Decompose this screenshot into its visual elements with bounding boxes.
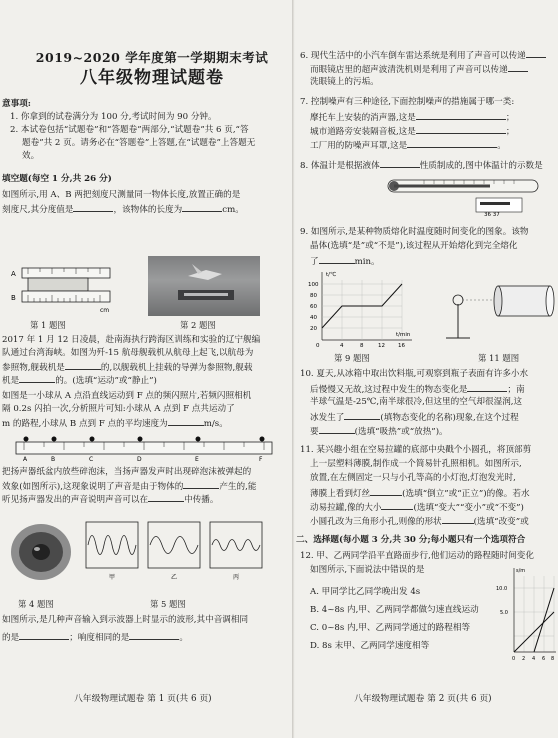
q3-line-2: 隔 0.2s 闪拍一次,分析照片可知:小球从 A 点到 F 点共运动了 (2, 404, 235, 414)
q9-ytick: 40 (310, 315, 317, 321)
ruler-a-label: A (11, 270, 16, 278)
q12-xtick: 0 (512, 656, 516, 662)
letter-f: F (259, 456, 263, 462)
q4-line-3: 听见扬声器发出的声音说明声音可以在 中传播。 (2, 492, 219, 507)
q12-graph (496, 562, 556, 662)
q9-line-1: 9. 如图所示,是某种物质熔化时温度随时间变化的图象。该物 (300, 227, 529, 237)
q12-line-2: 如图所示,下面说法中错误的是 (310, 565, 425, 575)
q11-line-3: 放置,在左侧固定一只与小孔等高的小灯泡,灯泡发光时, (310, 473, 516, 483)
fig1-object (28, 278, 88, 291)
ball-d (138, 437, 143, 442)
notice-line-3: 题卷”共 2 页。请务必在“答题卷”上答题,在“试题卷”上答题无 (22, 138, 256, 148)
q10-line-3: 半球气温是-25℃,南半球很冷,但这里的空气却很湿润,这 (310, 397, 523, 407)
notice-line-1: 1. 你拿到的试卷满分为 100 分,考试时间为 90 分钟。 (10, 112, 217, 122)
q6-line-2: 而眼镜店里的超声波清洗机则是利用了声音可以传递 (310, 62, 528, 77)
fig11-caption: 第 11 题图 (478, 353, 520, 363)
q7-line-1: 7. 控制噪声有三种途径,下面控制噪声的措施属于哪一类: (300, 97, 515, 107)
q9-xlabel: t/min (396, 332, 411, 338)
page-2 (294, 0, 558, 704)
ball-b (52, 437, 57, 442)
ruler-b-label: B (11, 294, 16, 302)
q4-line-1: 把扬声器纸盆内放些碎泡沫，当扬声器发声时出现碎泡沫被弹起的 (2, 467, 252, 477)
q2-line-3: 参照物,舰载机是 的,以舰载机上挂载的导弹为参照物,舰载 (2, 360, 252, 375)
page-1-footer: 八年级物理试题卷 第 1 页(共 6 页) (74, 694, 212, 704)
exam-subtitle: 八年级物理试题卷 (80, 68, 224, 88)
q1-line-1: 如图所示,用 A、B 两把刻度尺测量同一物体长度,放置正确的是 (2, 190, 241, 200)
fig4-speaker (6, 516, 76, 586)
q12-xtick: 4 (532, 656, 536, 662)
q9-line-3: 了 min。 (310, 254, 380, 269)
fig3-strobe-ruler (14, 430, 276, 462)
page-1 (0, 0, 292, 704)
fig11-pinhole-camera (440, 278, 556, 344)
q9-xtick: 4 (340, 343, 344, 349)
fig1-rulers (8, 262, 114, 318)
jet-image (148, 256, 260, 316)
q12-ytick: 10.0 (496, 586, 508, 592)
q12-option-a: A. 甲同学比乙同学晚出发 4s (310, 587, 421, 597)
letter-d: D (137, 456, 142, 462)
notice-line-4: 效。 (22, 151, 40, 161)
q2-line-4: 机是 的。(选填“运动”或“静止”) (2, 373, 157, 388)
q7-line-2: 摩托车上安装的消声器,这是 ； (310, 110, 514, 125)
q9-ytick: 20 (310, 326, 317, 332)
ball-c (90, 437, 95, 442)
q12-xtick: 8 (551, 656, 555, 662)
fig9-caption: 第 9 题图 (334, 353, 370, 363)
q3-line-3: m 的路程,小球从 B 点到 F 点的平均速度为 m/s。 (2, 416, 228, 431)
wave-jia (88, 536, 136, 555)
q12-option-b: B. 4~8s 内,甲、乙两同学都做匀速直线运动 (310, 605, 479, 615)
q9-ylabel: t/℃ (326, 272, 337, 278)
q3-line-1: 如图是一小球从 A 点沿直线运动到 F 点的频闪照片,若频闪照相机 (2, 391, 252, 401)
fig5-waveforms (84, 520, 264, 582)
letter-c: C (89, 456, 94, 462)
q6-line-1: 6. 现代生活中的小汽车倒车雷达系统是利用了声音可以传递 (300, 48, 546, 63)
q2-line-2: 队通过台湾海峡。如图为歼-15 航母舰载机从航母上起飞,以航母为 (2, 348, 254, 358)
thermometer-scale: 36 37 (484, 212, 500, 218)
ruler-unit: cm (100, 307, 110, 314)
q11-line-4: 薄膜上看到灯丝 (选填“倒立”或“正立”)的像。若水 (310, 486, 530, 501)
letter-e: E (195, 456, 199, 462)
q9-line-2: 晶体(选填“是”或“不是”),该过程从开始熔化到完全熔化 (310, 241, 518, 251)
fig4-caption: 第 4 题图 (18, 599, 54, 609)
q12-option-c: C. 0~8s 内,甲、乙两同学通过的路程相等 (310, 623, 471, 633)
q12-line-1: 12. 甲、乙两同学沿平直路面步行,他们运动的路程随时间变化 (300, 551, 534, 561)
fig1-caption: 第 1 题图 (30, 320, 66, 330)
wave-label-yi: 乙 (171, 574, 178, 581)
q10-line-2: 后慢慢又无故,这过程中发生的物态变化是 ；南 (310, 382, 525, 397)
q10-line-4: 冰发生了 (填物态变化的名称)现象,在这个过程 (310, 410, 519, 425)
wave-yi (150, 537, 198, 554)
q9-xtick: 16 (398, 343, 405, 349)
q12-xtick: 2 (522, 656, 526, 662)
q8-thermometer (384, 172, 554, 218)
q11-line-6: 小圆孔改为三角形小孔,则像的形状 (选填“改变”或 (310, 514, 529, 529)
q12-xtick: 6 (542, 656, 546, 662)
q9-xtick: 12 (378, 343, 385, 349)
q11-line-1: 11. 某兴趣小组在空易拉罐的底部中央戳个小圆孔，将顶部剪 (300, 445, 532, 455)
ball-a (24, 437, 29, 442)
q4-line-2: 效象(如图所示),这现象说明了声音是由于物体的 产生的,能 (2, 479, 256, 494)
ball-f (260, 437, 265, 442)
section-1-heading: 填空题(每空 1 分,共 26 分) (2, 174, 112, 184)
ball-e (196, 437, 201, 442)
q11-line-5: 动易拉罐,像的大小 (选填“变大”“变小”或“不变”) (310, 500, 524, 515)
exam-title: 2019~2020 学年度第一学期期末考试 (35, 50, 269, 65)
q8-line-1: 8. 体温计是根据液体 性质制成的,图中体温计的示数是 (300, 158, 543, 173)
q12-ylabel: s/m (516, 568, 526, 574)
q9-graph (308, 268, 418, 350)
q5-line-2: 的是 ；响度相同的是 。 (2, 630, 188, 645)
wave-label-jia: 甲 (109, 574, 116, 581)
q7-line-3: 城市道路旁安装隔音板,这是 ； (310, 124, 514, 139)
q7-line-4: 工厂用的防噪声耳罩,这是 。 (310, 138, 506, 153)
q5-line-1: 如图所示,是几种声音输入到示波器上时显示的波形,其中音调相同 (2, 615, 249, 625)
fig5-caption: 第 5 题图 (150, 599, 186, 609)
letter-a: A (23, 456, 28, 462)
q9-origin: 0 (316, 343, 320, 349)
q9-ytick: 100 (308, 282, 319, 288)
fig2-caption: 第 2 题图 (180, 320, 216, 330)
wave-bing (212, 540, 260, 551)
q6-line-3: 洗眼镜上的污垢。 (310, 77, 379, 87)
fig2-photo (148, 256, 260, 316)
section-2-heading: 二、选择题(每小题 3 分,共 30 分;每小题只有一个选项符合 (296, 535, 526, 545)
q9-ytick: 60 (310, 304, 317, 310)
q10-line-5: 要 (选填“吸热”或“放热”)。 (310, 424, 448, 439)
wave-label-bing: 丙 (233, 574, 240, 581)
notice-line-2: 2. 本试卷包括“试题卷”和“答题卷”两部分,“试题卷”共 6 页,“答 (10, 125, 249, 135)
q9-xtick: 8 (360, 343, 364, 349)
q1-line-2: 刻度尺,其分度值是 ，该物体的长度为 cm。 (2, 202, 244, 217)
q2-line-1: 2017 年 1 月 12 日凌晨，赴南海执行跨海区训练和实验的辽宁舰编 (2, 335, 261, 345)
page-2-footer: 八年级物理试题卷 第 2 页(共 6 页) (354, 694, 492, 704)
q11-line-2: 上一层塑料薄膜,制作成一个简易针孔照相机。如图所示, (310, 459, 522, 469)
q9-ytick: 80 (310, 293, 317, 299)
notice-heading: 意事项: (2, 99, 31, 109)
q12-ytick: 5.0 (500, 610, 508, 616)
q12-option-d: D. 8s 末甲、乙两同学速度相等 (310, 641, 430, 651)
q10-line-1: 10. 夏天,从冰箱中取出饮料瓶,可观察到瓶子表面有许多小水 (300, 369, 529, 379)
letter-b: B (51, 456, 56, 462)
